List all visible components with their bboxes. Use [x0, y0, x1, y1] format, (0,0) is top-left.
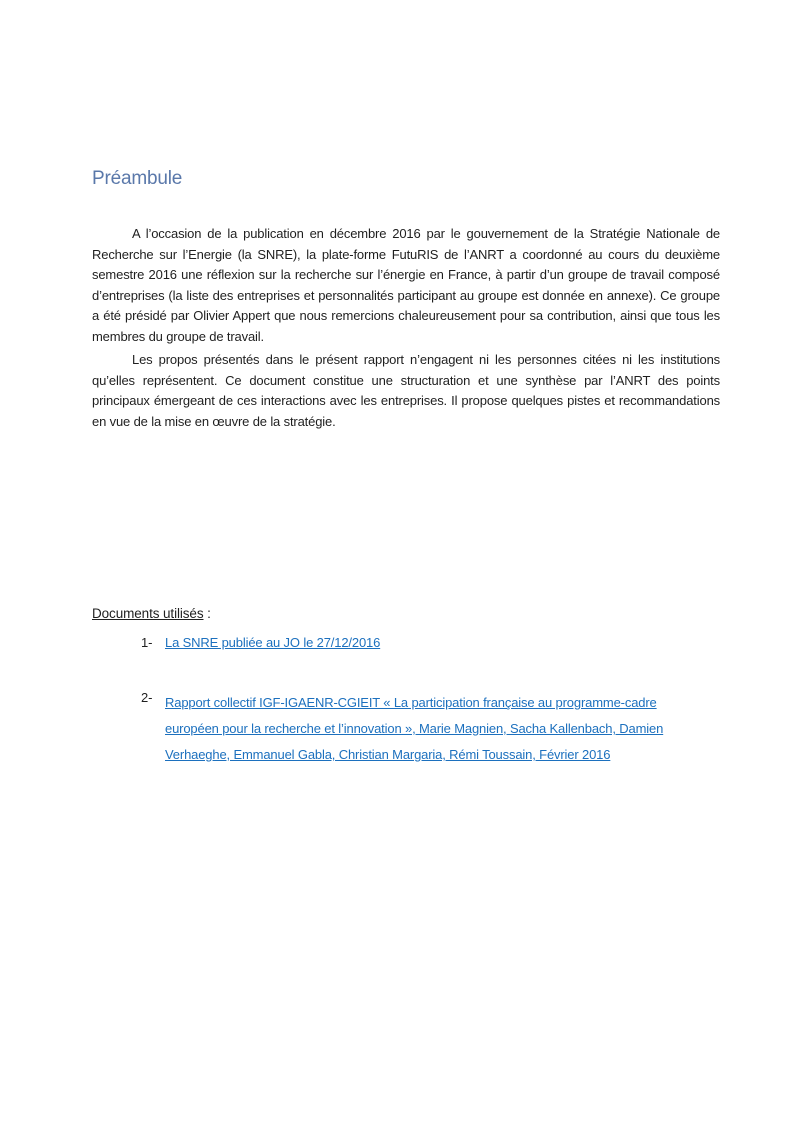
documents-used-label [92, 606, 211, 621]
preambule-heading: Préambule [92, 167, 183, 189]
document-item-1 [165, 635, 380, 650]
document-item-1-number: 1- [141, 635, 153, 650]
documents-used-label-separator: : [203, 606, 211, 621]
rapport-collectif-link[interactable]: Rapport collectif IGF-IGAENR-CGIEIT « La participation française au programme-cadre européen pour la recherche et l’innovation », Marie Magnien, Sacha Kallenbach, Damien Verhaeghe, Emmanuel Gabla, Christian Margaria, Rémi Toussain, Février 2016 [165, 695, 664, 762]
paragraph-publication-snre: A l’occasion de la publication en décembre 2016 par le gouvernement de la Stratégie Nationale de Recherche sur l’Energie (la SNRE), la plate-forme FutuRIS de l’ANRT a coordonné au cours du deuxième semestre 2016 une réflexion sur la recherche sur l’énergie en France, à partir d’un groupe de travail composé d’entreprises (la liste des entreprises et personnalités participant au groupe est donnée en annexe). Ce groupe a été présidé par Olivier Appert que nous remercions chaleureusement pour sa contribution, ainsi que tous les membres du groupe de travail. [92, 226, 720, 344]
documents-used-label-text: Documents utilisés [92, 606, 204, 621]
document-item-2 [165, 690, 710, 768]
document-item-2-number: 2- [141, 690, 153, 705]
snre-jo-link[interactable]: La SNRE publiée au JO le 27/12/2016 [165, 635, 381, 650]
paragraph-disclaimer: Les propos présentés dans le présent rapport n’engagent ni les personnes citées ni les institutions qu’elles représentent. Ce document constitue une structuration et une synthèse par l’ANRT des points principaux émergeant de ces interactions avec les entreprises. Il propose quelques pistes et recommandations en vue de la mise en œuvre de la stratégie. [92, 352, 720, 429]
